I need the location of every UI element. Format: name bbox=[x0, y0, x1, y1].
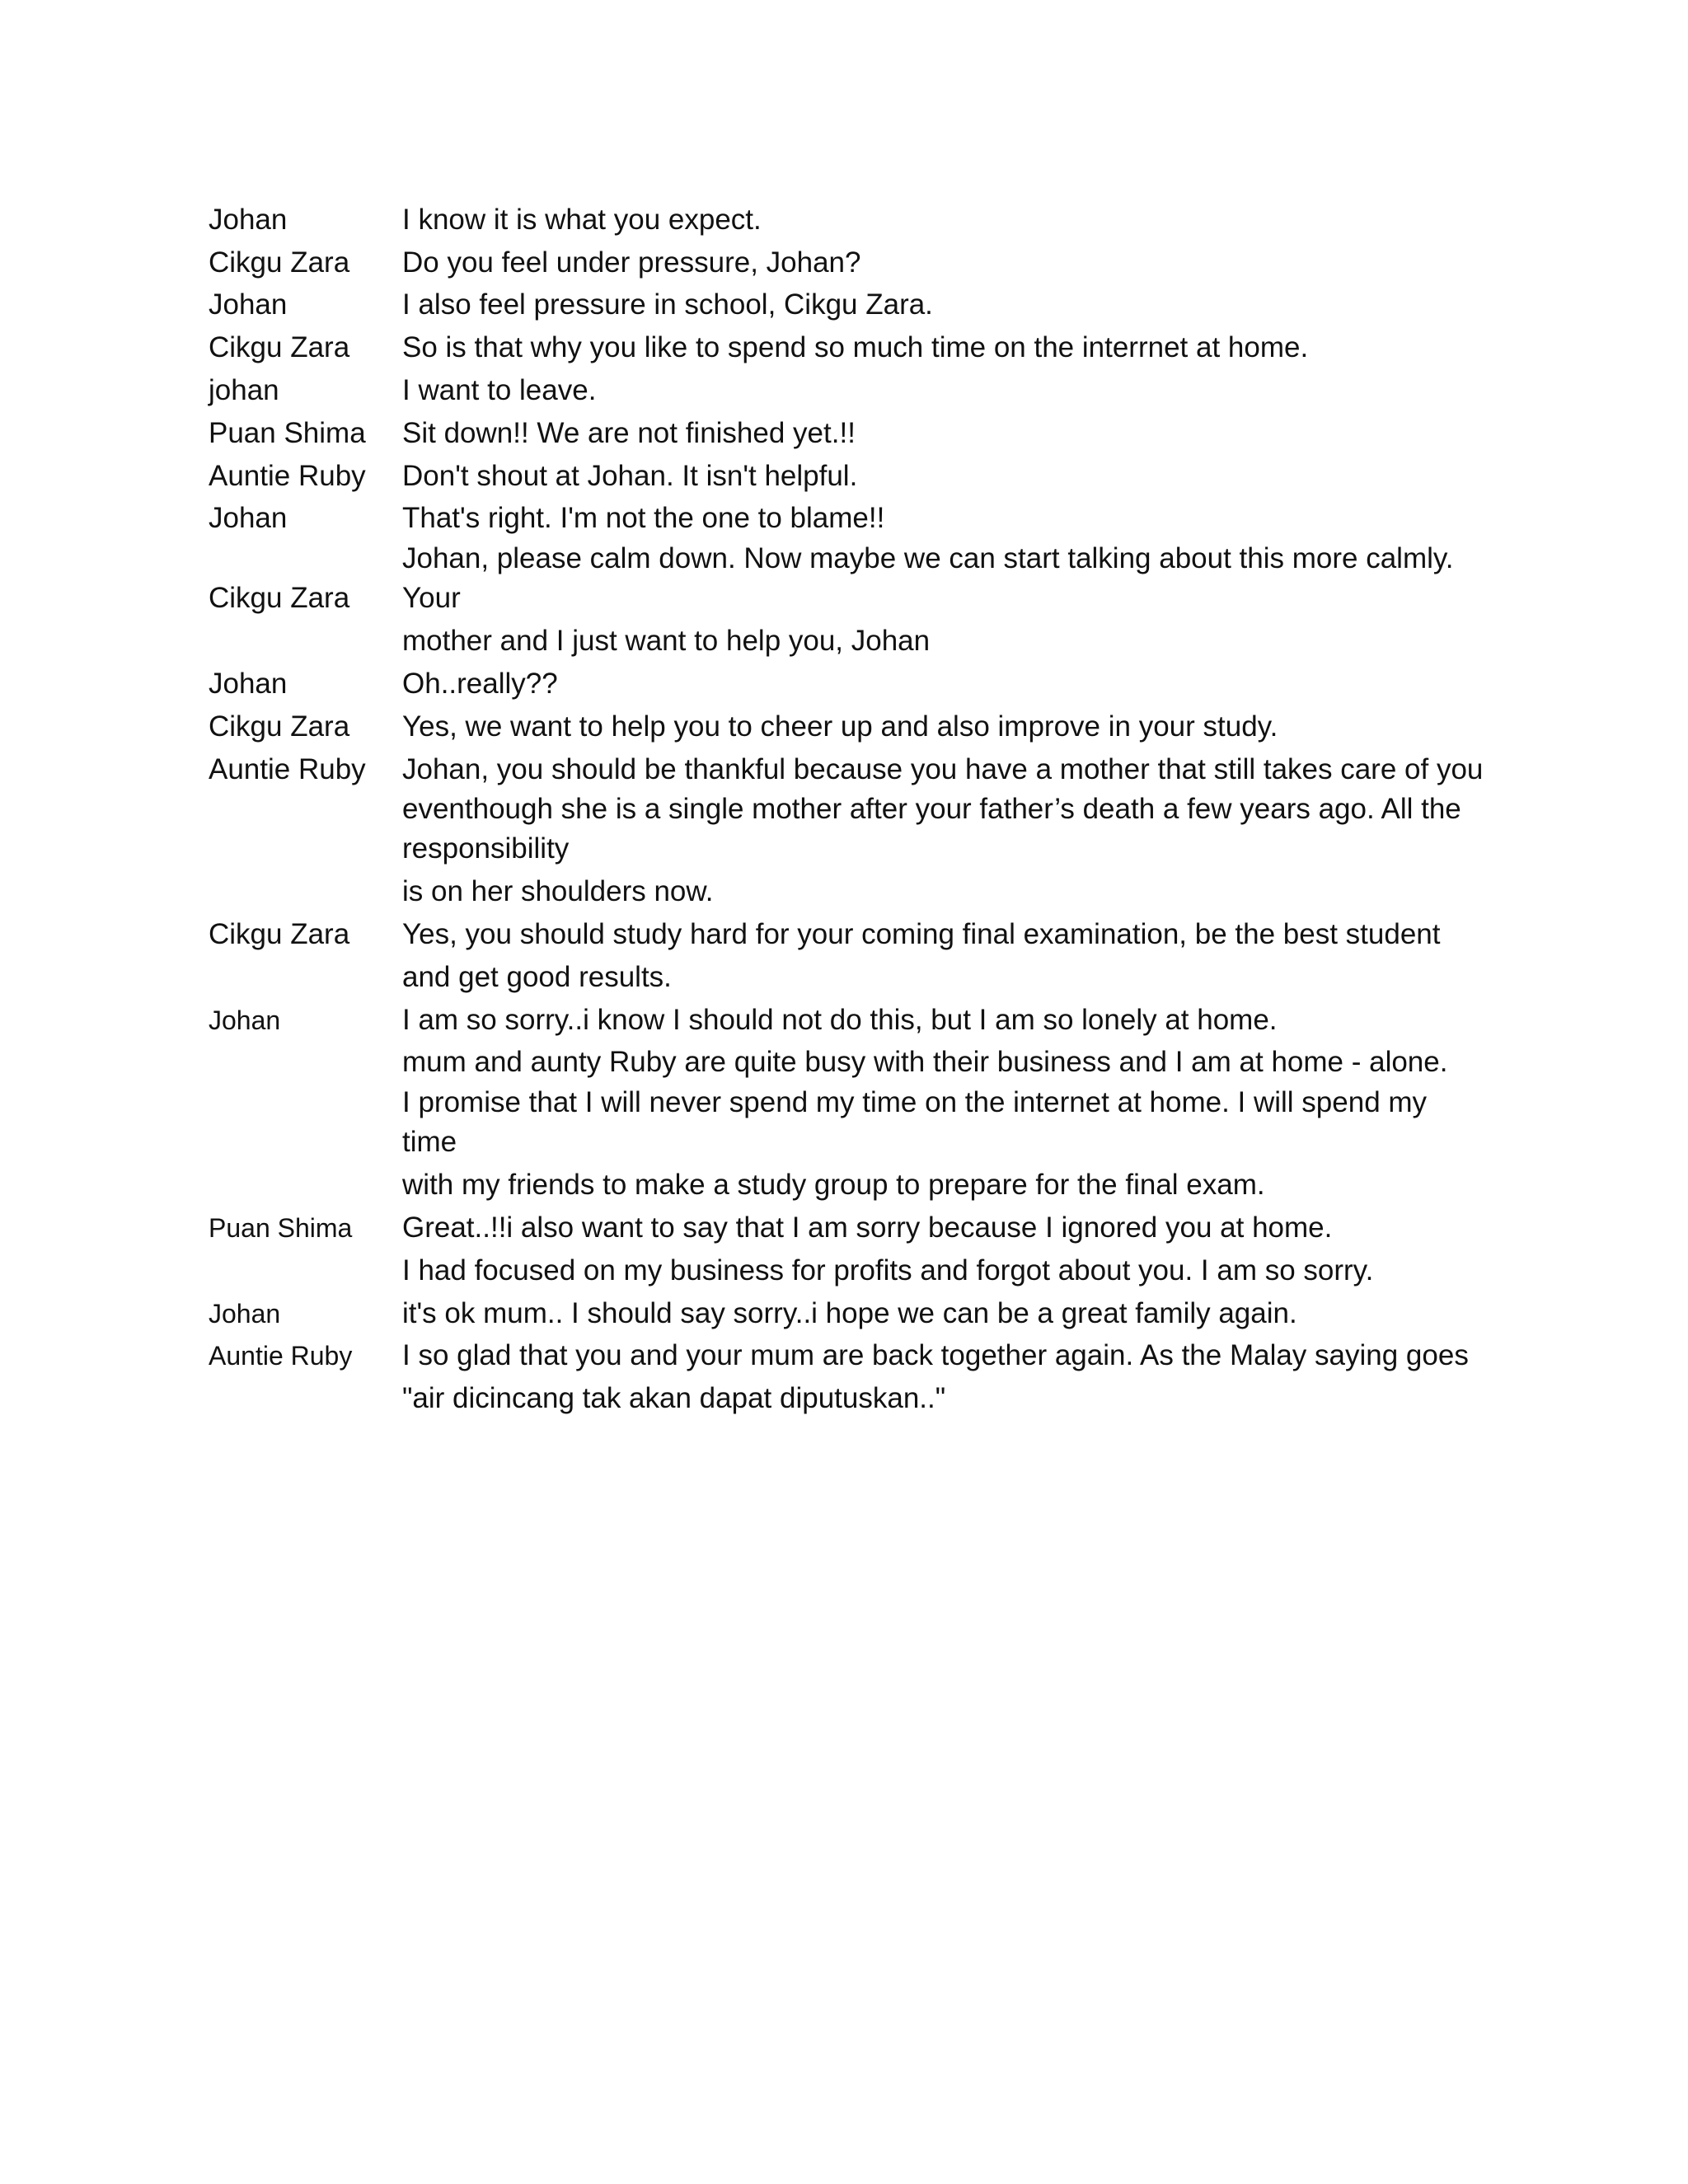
script-line bbox=[0, 1165, 1688, 1206]
script-line bbox=[0, 621, 1688, 662]
script-line bbox=[0, 284, 1688, 326]
script-line bbox=[0, 1082, 1688, 1123]
speaker-name: Auntie Ruby bbox=[209, 460, 366, 492]
script-line bbox=[0, 413, 1688, 454]
speaker-name: Johan bbox=[209, 1005, 281, 1035]
script-line bbox=[0, 1378, 1688, 1419]
dialogue-text: I so glad that you and your mum are back together again. As the Malay saying goes bbox=[402, 1339, 1469, 1371]
script-line bbox=[0, 456, 1688, 497]
script-line bbox=[0, 578, 1688, 619]
dialogue-text: I know it is what you expect. bbox=[402, 204, 762, 236]
dialogue-text: I am so sorry..i know I should not do this, but I am so lonely at home. bbox=[402, 1004, 1278, 1036]
script-line bbox=[0, 1207, 1688, 1249]
script-line bbox=[0, 1042, 1688, 1083]
speaker-name: Johan bbox=[209, 288, 288, 321]
dialogue-text: I promise that I will never spend my time on the internet at home. I will spend my bbox=[402, 1086, 1428, 1118]
speaker-name: Johan bbox=[209, 502, 288, 534]
dialogue-text: That's right. I'm not the one to blame!! bbox=[402, 502, 885, 534]
speaker-name: Cikgu Zara bbox=[209, 331, 350, 363]
speaker-name: johan bbox=[209, 374, 279, 406]
speaker-name: Cikgu Zara bbox=[209, 710, 350, 743]
script-line bbox=[0, 914, 1688, 955]
dialogue-text: Do you feel under pressure, Johan? bbox=[402, 246, 861, 279]
dialogue-text: I had focused on my business for profits and forgot about you. I am so sorry. bbox=[402, 1254, 1374, 1286]
dialogue-text: Yes, you should study hard for your coming final examination, be the best student bbox=[402, 918, 1441, 950]
script-line bbox=[0, 370, 1688, 411]
dialogue-text: it's ok mum.. I should say sorry..i hope we can be a great family again. bbox=[402, 1297, 1297, 1329]
script-line bbox=[0, 1122, 1688, 1163]
script-line bbox=[0, 828, 1688, 869]
speaker-name: Johan bbox=[209, 204, 288, 236]
script-line bbox=[0, 538, 1688, 579]
dialogue-text: and get good results. bbox=[402, 961, 672, 993]
script-line bbox=[0, 1293, 1688, 1334]
script-line bbox=[0, 498, 1688, 539]
dialogue-text: I also feel pressure in school, Cikgu Zara. bbox=[402, 288, 933, 321]
script-line bbox=[0, 663, 1688, 705]
dialogue-text: Yes, we want to help you to cheer up and also improve in your study. bbox=[402, 710, 1278, 743]
script-line bbox=[0, 327, 1688, 368]
script-line bbox=[0, 706, 1688, 748]
dialogue-text: mum and aunty Ruby are quite busy with their business and I am at home - alone. bbox=[402, 1046, 1448, 1078]
script-line bbox=[0, 1000, 1688, 1041]
script-line bbox=[0, 199, 1688, 241]
speaker-name: Johan bbox=[209, 1299, 281, 1329]
speaker-name: Cikgu Zara bbox=[209, 582, 350, 614]
speaker-name: Cikgu Zara bbox=[209, 918, 350, 950]
script-line bbox=[0, 1335, 1688, 1376]
dialogue-text: Johan, please calm down. Now maybe we can start talking about this more calmly. bbox=[402, 542, 1454, 574]
speaker-name: Cikgu Zara bbox=[209, 246, 350, 279]
script-line bbox=[0, 789, 1688, 830]
dialogue-text: Your bbox=[402, 582, 461, 614]
dialogue-text: I want to leave. bbox=[402, 374, 597, 406]
dialogue-text: responsibility bbox=[402, 832, 570, 865]
dialogue-text: is on her shoulders now. bbox=[402, 875, 714, 907]
dialogue-text: Oh..really?? bbox=[402, 668, 558, 700]
speaker-name: Puan Shima bbox=[209, 417, 366, 449]
speaker-name: Auntie Ruby bbox=[209, 753, 366, 785]
dialogue-text: So is that why you like to spend so much time on the interrnet at home. bbox=[402, 331, 1309, 363]
dialogue-text: Sit down!! We are not finished yet.!! bbox=[402, 417, 856, 449]
script-line bbox=[0, 957, 1688, 998]
dialogue-text: Johan, you should be thankful because you have a mother that still takes care of you bbox=[402, 753, 1484, 785]
dialogue-text: Don't shout at Johan. It isn't helpful. bbox=[402, 460, 858, 492]
dialogue-text: "air dicincang tak akan dapat diputuskan.." bbox=[402, 1382, 946, 1414]
dialogue-text: mother and I just want to help you, Johan bbox=[402, 625, 931, 657]
script-line bbox=[0, 1250, 1688, 1291]
speaker-name: Puan Shima bbox=[209, 1213, 353, 1243]
script-line bbox=[0, 871, 1688, 912]
speaker-name: Auntie Ruby bbox=[209, 1341, 353, 1371]
speaker-name: Johan bbox=[209, 668, 288, 700]
dialogue-text: Great..!!i also want to say that I am sorry because I ignored you at home. bbox=[402, 1212, 1333, 1244]
script-line bbox=[0, 749, 1688, 790]
script-line bbox=[0, 242, 1688, 284]
dialogue-text: with my friends to make a study group to prepare for the final exam. bbox=[402, 1169, 1265, 1201]
dialogue-text: eventhough she is a single mother after your father’s death a few years ago. All the bbox=[402, 793, 1461, 825]
dialogue-text: time bbox=[402, 1126, 457, 1158]
